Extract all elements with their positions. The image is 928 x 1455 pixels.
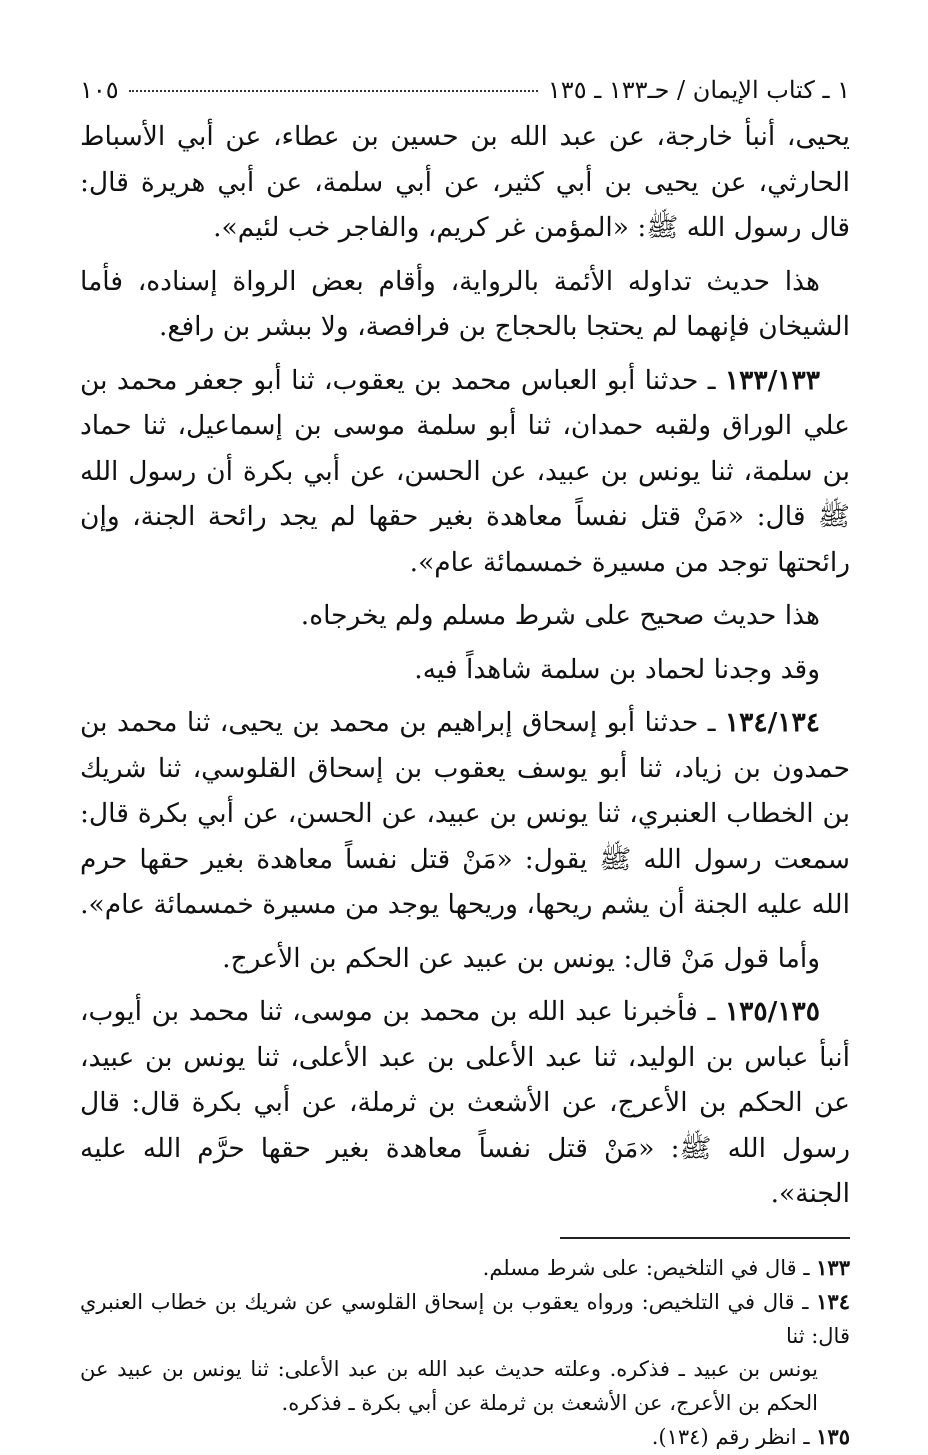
footnote-133 [80, 1251, 850, 1286]
hadith-text-133: ـ حدثنا أبو العباس محمد بن يعقوب، ثنا أبو جعفر محمد بن علي الوراق ولقبه حمدان، ثنا أبو سلمة موسى بن إسماعيل، ثنا حماد بن سلمة، ثنا يونس بن عبيد، عن الحسن، عن أبي بكرة أن رسول الله ﷺ قال: «مَنْ قتل نفساً معاهدة بغير حقها لم يجد رائحة الجنة، وإن رائحتها توجد من مسيرة خمسمائة عام». [80, 364, 850, 578]
footnote-text-135: ـ انظر رقم (١٣٤). [651, 1425, 817, 1449]
page-number: ١٠٥ [80, 76, 119, 104]
paragraph-witness-note: وقد وجدنا لحماد بن سلمة شاهداً فيه. [414, 653, 820, 685]
hadith-134 [80, 700, 850, 928]
footnote-135 [80, 1420, 850, 1455]
dotted-leader [129, 90, 538, 92]
footnote-number-134: ١٣٤ [816, 1289, 850, 1314]
running-head-title: ١ ـ كتاب الإيمان / حـ١٣٣ ـ ١٣٥ [547, 76, 850, 104]
paragraph-continuation: يحيى، أنبأ خارجة، عن عبد الله بن حسين بن عطاء، عن أبي الأسباط الحارثي، عن يحيى بن أبي كثير، عن أبي سلمة، عن أبي هريرة قال: قال رسول الله ﷺ: «المؤمن غر كريم، والفاجر خب لئيم». [80, 121, 850, 243]
footnote-134 [80, 1285, 850, 1353]
footnote-number-135: ١٣٥ [816, 1424, 850, 1449]
hadith-number-133: ١٣٣/١٣٣ [724, 364, 820, 396]
hadith-text-134: ـ حدثنا أبو إسحاق إبراهيم بن محمد بن يحيى، ثنا محمد بن حمدون بن زياد، ثنا أبو يوسف يعقوب بن إسحاق القلوسي، ثنا شريك بن الخطاب العنبري، ثنا يونس بن عبيد، عن الحسن، عن أبي بكرة قال: سمعت رسول الله ﷺ يقول: «مَنْ قتل نفساً معاهدة بغير حقها حرم الله عليه الجنة أن يشم ريحها، وريحها يوجد من مسيرة خمسمائة عام». [80, 707, 850, 920]
paragraph-grading-133: هذا حديث صحيح على شرط مسلم ولم يخرجاه. [300, 600, 820, 631]
book-page [80, 70, 850, 1455]
hadith-133 [80, 358, 850, 586]
paragraph-commentary-1: هذا حديث تداوله الأئمة بالرواية، وأقام بعض الرواة إسناده، فأما الشيخان فإنهما لم يحتجا بالحجاج بن فرافصة، ولا ببشر بن رافع. [80, 265, 850, 342]
hadith-135 [80, 989, 850, 1217]
footnotes [80, 1251, 850, 1455]
hadith-text-135: ـ فأخبرنا عبد الله بن محمد بن موسى، ثنا محمد بن أيوب، أنبأ عباس بن الوليد، ثنا عبد الأعلى بن عبد الأعلى، ثنا يونس بن عبيد، عن الحكم بن الأعرج، عن الأشعث بن ثرملة، عن أبي بكرة قال: قال رسول الله ﷺ: «مَنْ قتل نفساً معاهدة بغير حقها حرَّم الله عليه الجنة». [80, 996, 850, 1209]
main-text [80, 114, 850, 1217]
footnote-number-133: ١٣٣ [816, 1254, 850, 1280]
hadith-number-134: ١٣٤/١٣٤ [724, 707, 820, 738]
paragraph-commentary-2: وأما قول مَنْ قال: يونس بن عبيد عن الحكم بن الأعرج. [222, 942, 820, 974]
footnote-separator [560, 1237, 850, 1239]
footnote-text-133: ـ قال في التلخيص: على شرط مسلم. [482, 1255, 817, 1280]
running-head [80, 70, 850, 114]
hadith-number-135: ١٣٥/١٣٥ [724, 996, 820, 1027]
footnote-134-continuation: يونس بن عبيد ـ فذكره. وعلته حديث عبد الله بن عبد الأعلى: ثنا يونس بن عبيد عن الحكم بن الأعرج، عن الأشعث بن ثرملة عن أبي بكرة ـ فذكره. [80, 1357, 818, 1415]
footnote-text-134: ـ قال في التلخيص: ورواه يعقوب بن إسحاق القلوسي عن شريك بن خطاب العنبري قال: ثنا [80, 1290, 850, 1348]
